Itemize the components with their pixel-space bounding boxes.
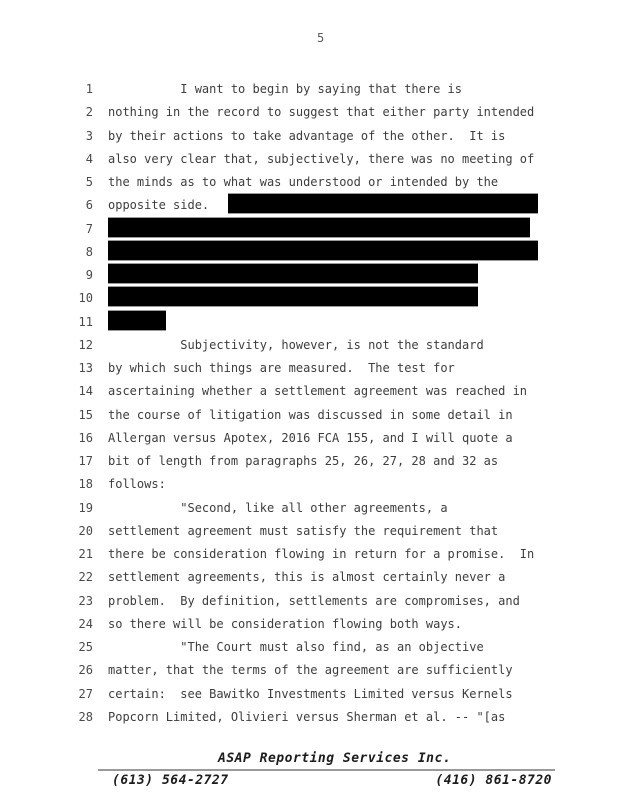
line-number: 16 (78, 430, 93, 445)
line-text: certain: see Bawitko Investments Limited versus Kernels (108, 686, 513, 701)
line-number: 18 (78, 477, 93, 492)
transcript-body (0, 78, 624, 729)
line-text: by their actions to take advantage of the other. It is (108, 128, 506, 143)
line-text: "The Court must also find, as an objective (108, 640, 484, 654)
line-number: 7 (85, 221, 93, 236)
line-number: 17 (78, 454, 93, 468)
transcript-line (0, 334, 624, 357)
transcript-line (0, 427, 624, 450)
line-text: opposite side. (108, 198, 217, 213)
transcript-line (0, 497, 624, 520)
line-number: 26 (78, 663, 93, 678)
transcript-line (0, 218, 624, 241)
line-text: settlement agreements, this is almost certainly never a (108, 570, 506, 585)
line-number: 8 (85, 244, 93, 259)
line-text: by which such things are measured. The test for (108, 361, 455, 375)
line-number: 13 (78, 361, 93, 375)
line-number: 22 (78, 570, 93, 585)
redaction-bar (108, 310, 166, 331)
line-text: Popcorn Limited, Olivieri versus Sherman et al. -- "[as (108, 709, 506, 724)
redaction-bar (108, 240, 538, 261)
line-number: 12 (78, 337, 93, 352)
line-number: 9 (85, 268, 93, 282)
transcript-line (0, 311, 624, 334)
line-text: also very clear that, subjectively, there was no meeting of (108, 151, 535, 166)
footer-divider-rule (98, 769, 555, 771)
line-number: 1 (85, 82, 93, 96)
transcript-line (0, 473, 624, 496)
transcript-line (0, 194, 624, 217)
line-number: 3 (85, 128, 93, 143)
redaction-bar (108, 286, 478, 307)
line-number: 27 (78, 686, 93, 701)
line-number: 20 (78, 523, 93, 538)
line-number: 2 (85, 105, 93, 120)
line-text: bit of length from paragraphs 25, 26, 27, 28 and 32 as (108, 454, 499, 468)
transcript-line (0, 380, 624, 403)
line-text: matter, that the terms of the agreement are sufficiently (108, 663, 513, 678)
line-text: there be consideration flowing in return for a promise. In (108, 547, 535, 561)
line-number: 24 (78, 616, 93, 631)
line-text: so there will be consideration flowing both ways. (108, 616, 463, 631)
line-number: 6 (85, 198, 93, 213)
line-text: problem. By definition, settlements are compromises, and (108, 593, 520, 608)
transcript-line (0, 125, 624, 148)
line-number: 19 (78, 500, 93, 515)
transcript-line (0, 566, 624, 589)
transcript-line (0, 590, 624, 613)
line-text: ascertaining whether a settlement agreement was reached in (108, 384, 528, 399)
redaction-bar (108, 217, 530, 238)
transcript-line (0, 613, 624, 636)
transcript-line (0, 404, 624, 427)
footer-company-name: ASAP Reporting Services Inc. (218, 751, 452, 766)
line-text: nothing in the record to suggest that either party intended (108, 105, 535, 120)
line-text: Allergan versus Apotex, 2016 FCA 155, and I will quote a (108, 430, 513, 445)
transcript-line (0, 287, 624, 310)
line-number: 11 (78, 314, 93, 329)
line-number: 15 (78, 407, 93, 422)
transcript-line (0, 659, 624, 682)
footer-phone-ottawa: (613) 564-2727 (112, 773, 229, 788)
line-number: 14 (78, 384, 93, 399)
footer-phone-toronto: (416) 861-8720 (435, 773, 552, 788)
redaction-bar (228, 193, 538, 214)
line-text: follows: (108, 477, 166, 492)
line-number: 25 (78, 640, 93, 654)
line-text: "Second, like all other agreements, a (108, 500, 448, 515)
transcript-line (0, 101, 624, 124)
line-text: Subjectivity, however, is not the standard (108, 337, 484, 352)
transcript-line (0, 241, 624, 264)
transcript-line (0, 148, 624, 171)
transcript-line (0, 171, 624, 194)
transcript-line (0, 543, 624, 566)
transcript-line (0, 357, 624, 380)
transcript-line (0, 264, 624, 287)
line-text: the course of litigation was discussed in some detail in (108, 407, 513, 422)
line-text: the minds as to what was understood or intended by the (108, 175, 499, 189)
transcript-line (0, 450, 624, 473)
transcript-line (0, 78, 624, 101)
transcript-line (0, 636, 624, 659)
line-number: 21 (78, 547, 93, 561)
line-text: I want to begin by saying that there is (108, 82, 463, 96)
transcript-line (0, 706, 624, 729)
line-number: 4 (85, 151, 93, 166)
redaction-bar (108, 263, 478, 284)
line-number: 5 (85, 175, 93, 189)
transcript-line (0, 520, 624, 543)
line-number: 28 (78, 709, 93, 724)
line-text: settlement agreement must satisfy the requirement that (108, 523, 499, 538)
transcript-line (0, 683, 624, 706)
line-number: 23 (78, 593, 93, 608)
page-number: 5 (317, 31, 325, 45)
line-number: 10 (78, 291, 93, 306)
